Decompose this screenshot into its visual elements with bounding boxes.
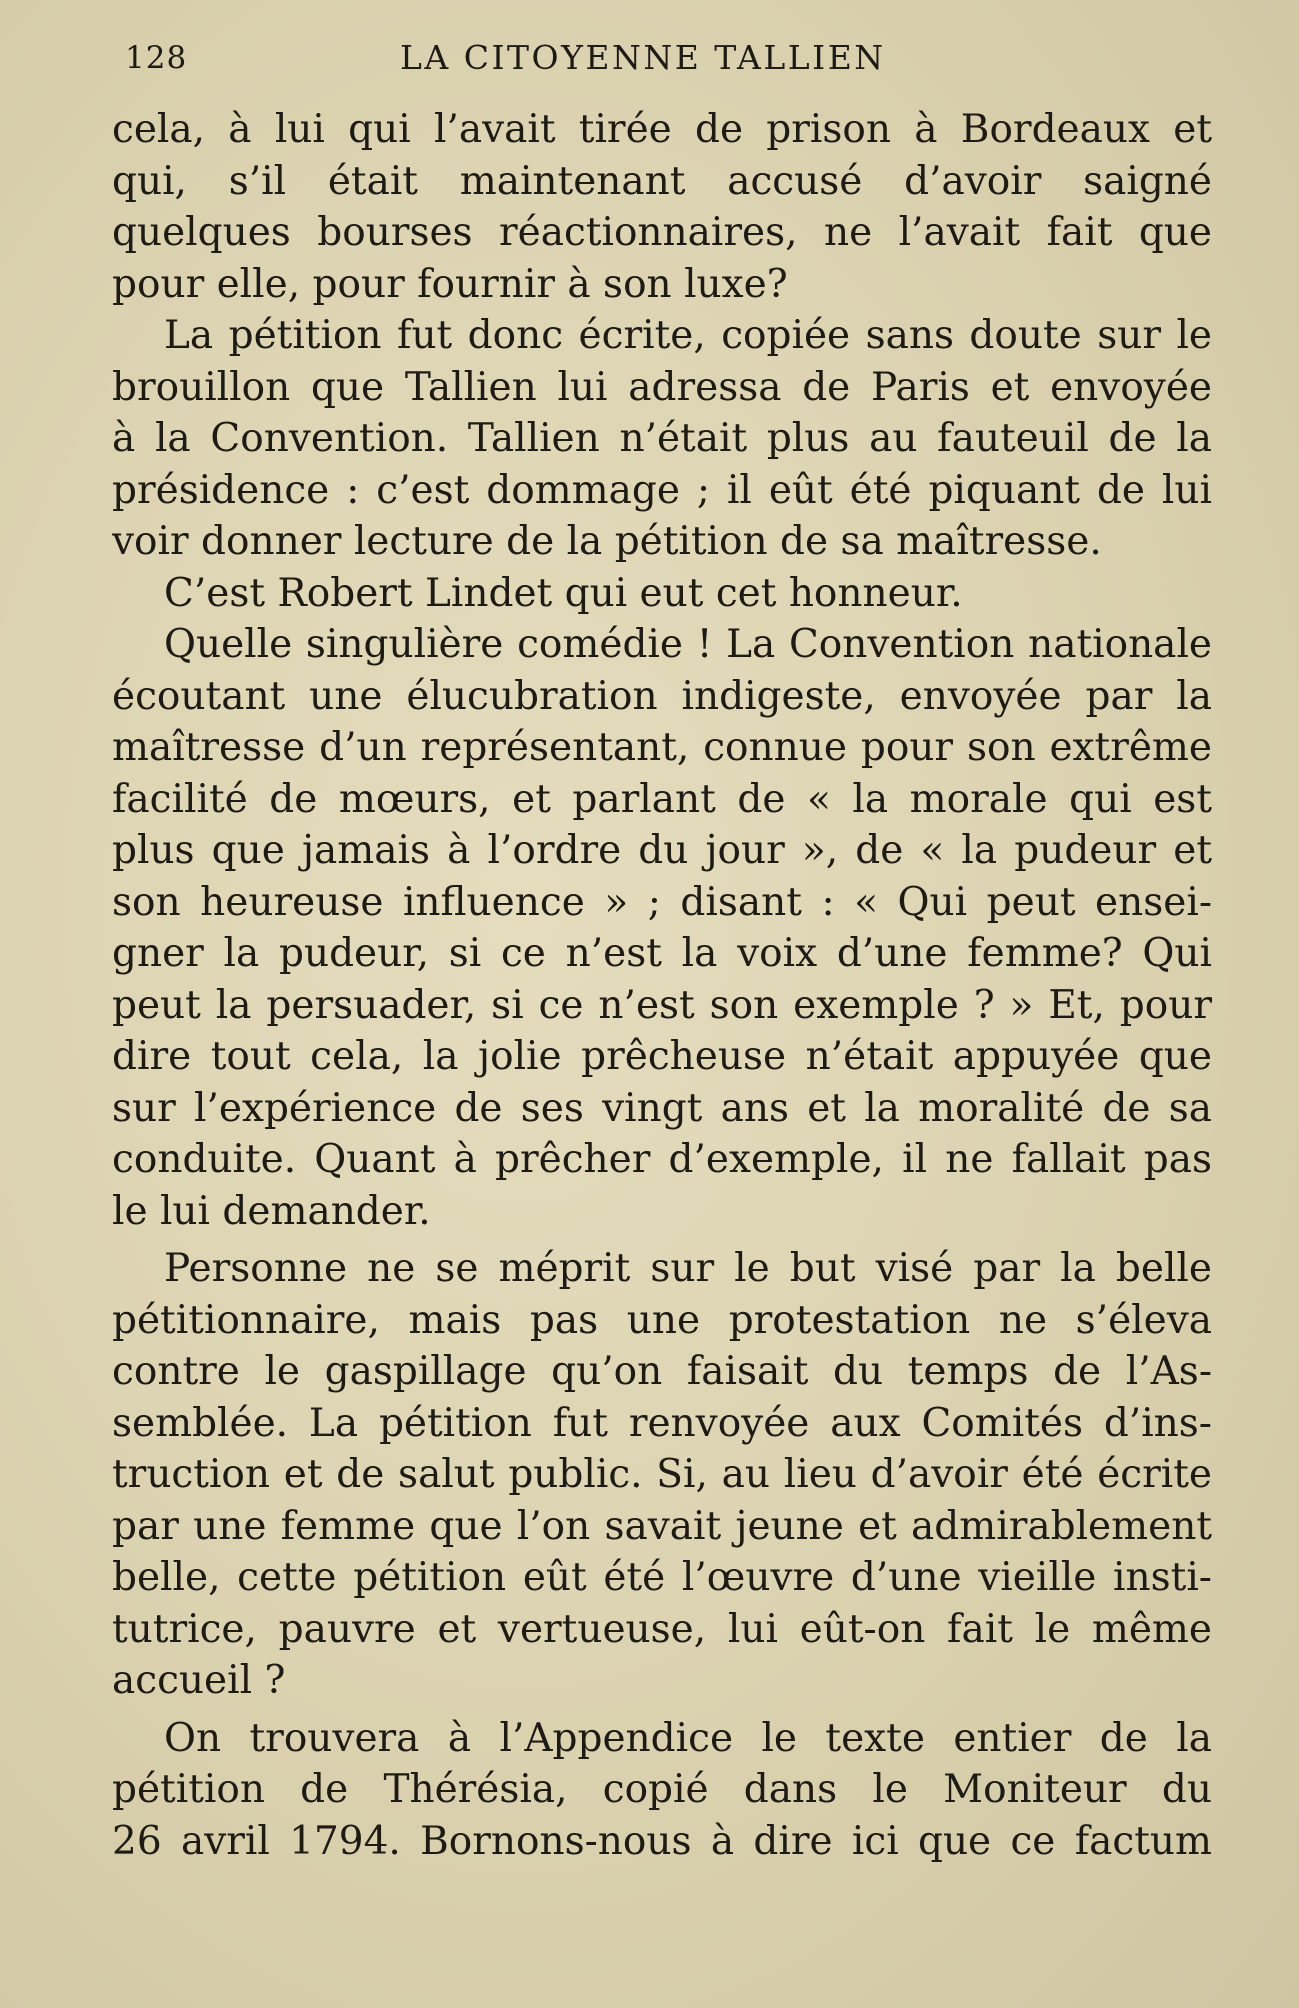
- page-header: [125, 36, 1215, 86]
- text-line: brouillon que Tallien lui adressa de Paris et envoyée: [112, 364, 1212, 410]
- text-line: pétition de Thérésia, copié dans le Moniteur du: [112, 1767, 1212, 1812]
- text-line: maîtresse d’un représentant, connue pour son extrême: [112, 725, 1212, 770]
- text-line: voir donner lecture de la pétition de sa maîtresse.: [112, 519, 1102, 564]
- text-line: le lui demander.: [112, 1188, 431, 1234]
- running-title: LA CITOYENNE TALLIEN: [400, 38, 886, 77]
- text-line: écoutant une élucubration indigeste, envoyée par la: [112, 673, 1212, 719]
- text-line: quelques bourses réactionnaires, ne l’avait fait que: [112, 210, 1212, 255]
- text-line: facilité de mœurs, et parlant de « la morale qui est: [112, 776, 1212, 822]
- text-line: Quelle singulière comédie ! La Convention nationale: [164, 622, 1212, 667]
- paragraph-2: [112, 310, 1212, 568]
- paragraph-3: [112, 568, 1212, 620]
- page-number: 128: [125, 40, 188, 76]
- text-line: présidence : c’est dommage ; il eût été piquant de lui: [112, 467, 1212, 513]
- text-line: 26 avril 1794. Bornons-nous à dire ici que ce factum: [112, 1818, 1212, 1864]
- text-line: dire tout cela, la jolie prêcheuse n’était appuyée que: [112, 1034, 1212, 1079]
- text-line: On trouvera à l’Appendice le texte entier de la: [164, 1715, 1212, 1761]
- text-line: sur l’expérience de ses vingt ans et la moralité de sa: [112, 1085, 1212, 1131]
- body-text: [112, 104, 1212, 1867]
- text-line: son heureuse influence » ; disant : « Qui peut ensei-: [112, 879, 1212, 925]
- text-line: semblée. La pétition fut renvoyée aux Comités d’ins-: [112, 1400, 1212, 1446]
- text-line: truction et de salut public. Si, au lieu d’avoir été écrite: [112, 1452, 1212, 1497]
- text-line: La pétition fut donc écrite, copiée sans doute sur le: [164, 313, 1212, 358]
- text-line: accueil ?: [112, 1658, 286, 1703]
- text-line: plus que jamais à l’ordre du jour », de « la pudeur et: [112, 828, 1212, 873]
- text-line: pour elle, pour fournir à son luxe?: [112, 261, 788, 307]
- text-line: belle, cette pétition eût été l’œuvre d’une vieille insti-: [112, 1555, 1212, 1600]
- paragraph-6: [112, 1713, 1212, 1868]
- text-line: par une femme que l’on savait jeune et admirablement: [112, 1503, 1212, 1549]
- text-line: tutrice, pauvre et vertueuse, lui eût-on fait le même: [112, 1606, 1212, 1652]
- text-line: conduite. Quant à prêcher d’exemple, il ne fallait pas: [112, 1137, 1212, 1182]
- text-line: C’est Robert Lindet qui eut cet honneur.: [164, 570, 963, 616]
- text-line: contre le gaspillage qu’on faisait du temps de l’As-: [112, 1349, 1212, 1394]
- text-line: gner la pudeur, si ce n’est la voix d’une femme? Qui: [112, 931, 1212, 976]
- paragraph-1: [112, 104, 1212, 310]
- text-line: qui, s’il était maintenant accusé d’avoir saigné: [112, 158, 1212, 204]
- paragraph-4: [112, 619, 1212, 1237]
- paragraph-5: [112, 1243, 1212, 1707]
- text-line: peut la persuader, si ce n’est son exemple ? » Et, pour: [112, 982, 1212, 1028]
- text-line: Personne ne se méprit sur le but visé par la belle: [164, 1246, 1212, 1291]
- text-line: pétitionnaire, mais pas une protestation ne s’éleva: [112, 1297, 1212, 1343]
- text-line: cela, à lui qui l’avait tirée de prison à Bordeaux et: [112, 107, 1212, 152]
- text-line: à la Convention. Tallien n’était plus au fauteuil de la: [112, 416, 1212, 461]
